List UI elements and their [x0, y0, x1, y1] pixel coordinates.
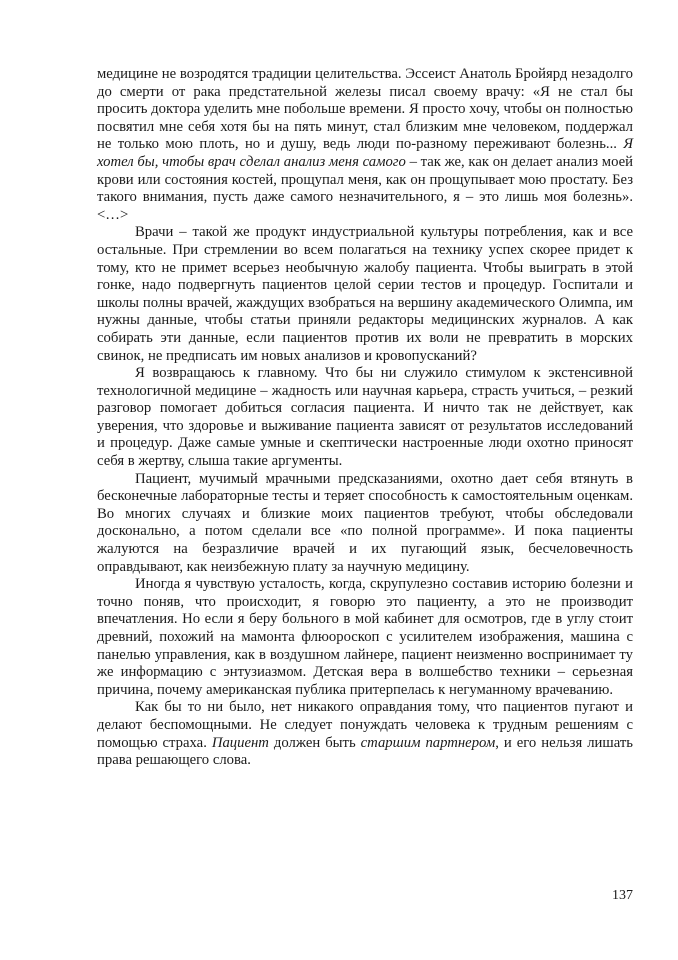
paragraph-1	[97, 66, 633, 224]
paragraph-6-italic-2: старшим партнером	[360, 734, 496, 751]
paragraph-3: Я возвращаюсь к главному. Что бы ни служило стимулом к экстенсивной технологичной медицине – жадность или научная карьера, страсть учиться, – резкий разговор помогает добиться согласия пациента. И ничто так не действует, как уверения, что здоровье и выживание пациента зависят от результатов исследований и процедур. Даже самые умные и скептически настроенные люди охотно приносят себя в жертву, слыша такие аргументы.	[97, 365, 633, 470]
paragraph-4: Пациент, мучимый мрачными предсказаниями, охотно дает себя втянуть в бесконечные лабораторные тесты и теряет способность к самостоятельным оценкам. Во многих случаях и близкие моих пациентов требуют, чтобы обследовали досконально, а потом сделали все «по полной программе». И пока пациенты жалуются на безразличие врачей и их пугающий язык, бесчеловечность оправдывают, как неизбежную плату за научную медицину.	[97, 470, 633, 575]
paragraph-2: Врачи – такой же продукт индустриальной культуры потребления, как и все остальные. При стремлении во всем полагаться на технику успех скорее придет к тому, кто не примет всерьез необычную жалобу пациента. Чтобы выиграть в этой гонке, надо подвергнуть пациентов целой серии тестов и процедур. Госпитали и школы полны врачей, жаждущих взобраться на вершину академического Олимпа, им нужны данные, чтобы статьи приняли редакторы медицинских журналов. А как собирать эти данные, если пациентов против их воли не превратить в морских свинок, не предписать им новых анализов и кровопусканий?	[97, 224, 633, 364]
paragraph-6-start: Как бы то ни было, нет никакого оправдания тому, что пациентов пугают и делают беспомощными. Не следует понуждать человека к трудным решениям с помощью страха.	[97, 699, 633, 751]
paragraph-1-text: медицине не возродятся традиции целительства. Эссеист Анатоль Бройярд незадолго до смерти от рака предстательной железы писал своему врачу: «Я не стал бы просить доктора уделить мне побольше времени. Я просто хочу, чтобы он полностью посвятил мне себя хотя бы на пять минут, стал близким мне человеком, поддержал не только мою плоть, но и душу, ведь люди по-разному переживают болезнь...	[97, 66, 633, 153]
paragraph-1-end: – так же, как он делает анализ моей крови или состояния костей, прощупал меня, как он прощупывает мою простату. Без такого внимания, пусть даже самого незначительного, я – это лишь моя болезнь». <…>	[97, 153, 633, 223]
paragraph-6-italic-1: Пациент	[211, 734, 269, 751]
paragraph-6	[97, 699, 633, 769]
paragraph-5: Иногда я чувствую усталость, когда, скрупулезно составив историю болезни и точно поняв, что происходит, я говорю это пациенту, а это не производит впечатления. Но если я беру больного в мой кабинет для осмотров, где в углу стоит древний, похожий на мамонта флюороскоп с усилителем изображения, машина с панелью управления, как в воздушном лайнере, пациент неизменно воспринимает ту же информацию с энтузиазмом. Детская вера в волшебство техники – серьезная причина, почему американская публика притерпелась к негуманному врачеванию.	[97, 576, 633, 698]
body-text	[97, 66, 633, 770]
paragraph-6-end: , и его нельзя лишать права решающего слова.	[97, 734, 633, 769]
paragraph-6-mid: должен быть	[268, 734, 361, 751]
page-number: 137	[612, 888, 633, 903]
paragraph-1-italic: Я хотел бы, чтобы врач сделал анализ меня самого	[97, 136, 633, 170]
